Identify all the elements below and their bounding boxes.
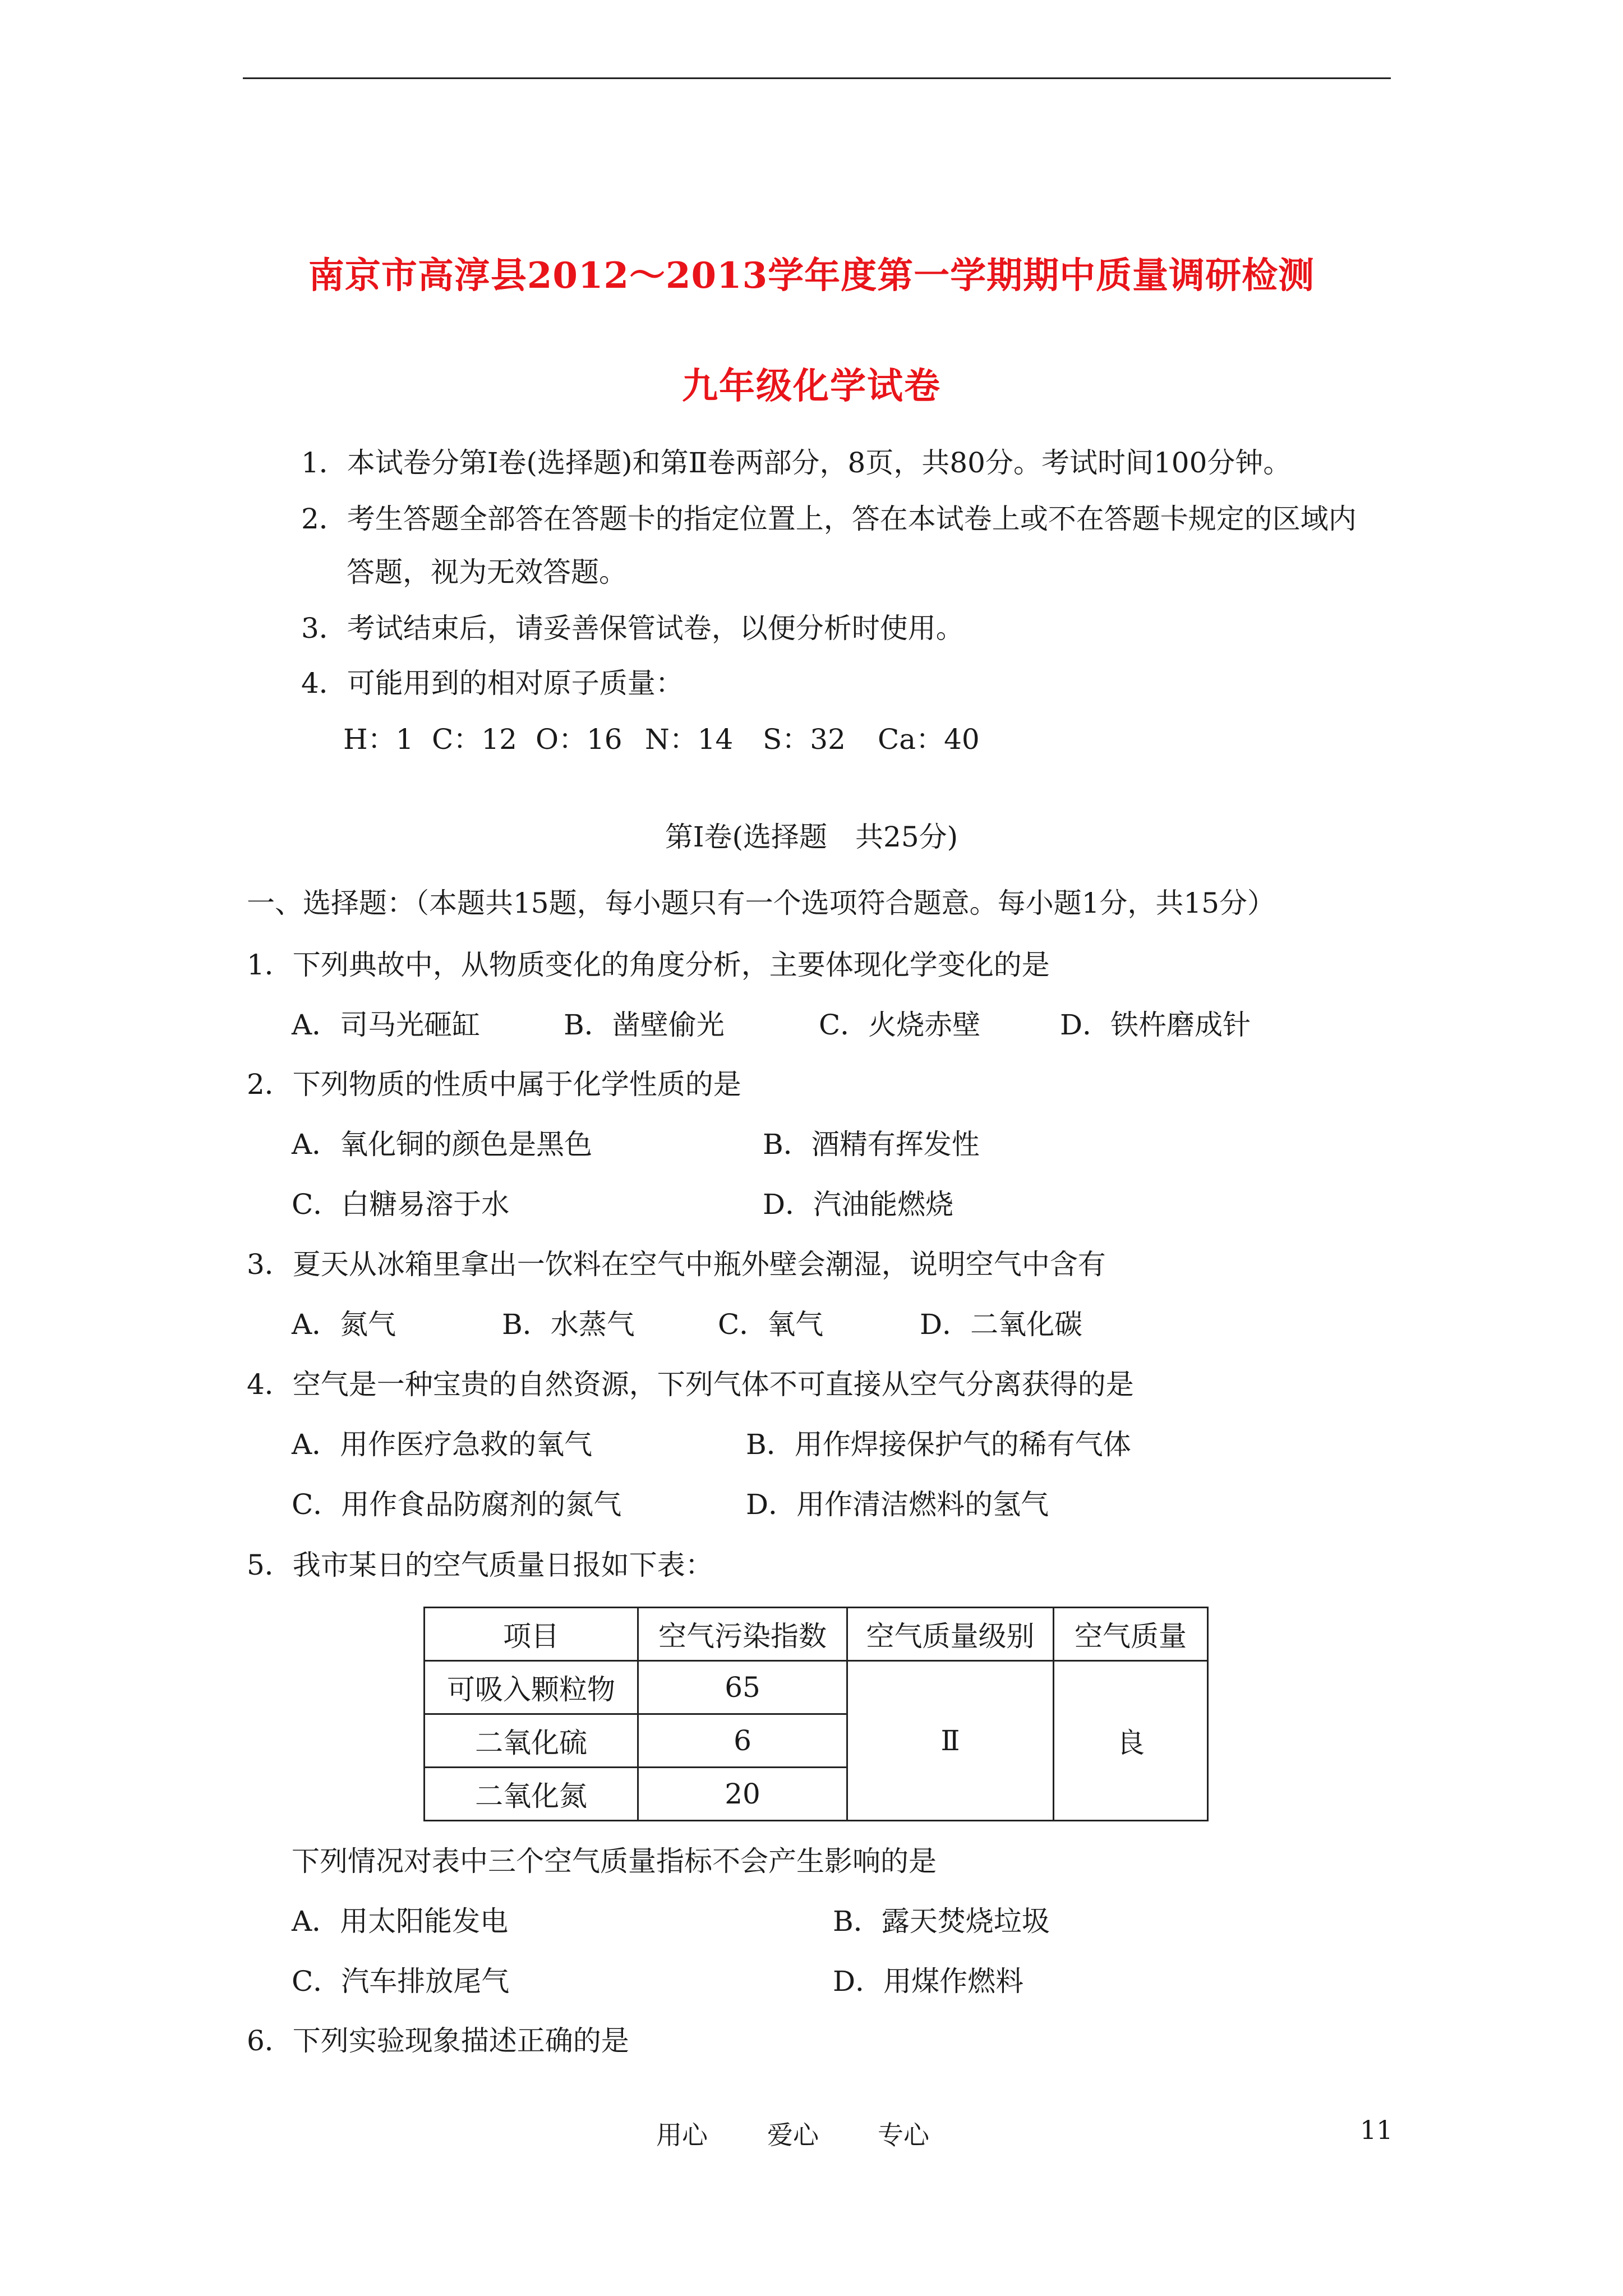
atomic-mass-n: N：14 <box>645 723 734 756</box>
question-5-sub-stem: 下列情况对表中三个空气质量指标不会产生影响的是 <box>292 1845 937 1878</box>
table-cell-item: 可吸入颗粒物 <box>425 1661 638 1714</box>
atomic-mass-h: H：1 <box>343 723 414 756</box>
question-4-stem: 4．空气是一种宝贵的自然资源，下列气体不可直接从空气分离获得的是 <box>247 1368 1134 1401</box>
table-header: 空气污染指数 <box>638 1608 847 1661</box>
table-cell-quality: 良 <box>1054 1661 1208 1821</box>
table-header-row <box>425 1608 1208 1661</box>
question-3-stem: 3．夏天从冰箱里拿出一饮料在空气中瓶外壁会潮湿，说明空气中含有 <box>247 1248 1106 1281</box>
question-4-option-d: D．用作清洁燃料的氢气 <box>746 1488 1049 1521</box>
table-row <box>425 1661 1208 1714</box>
question-2-option-d: D．汽油能燃烧 <box>763 1188 954 1221</box>
question-5-option-b: B．露天焚烧垃圾 <box>833 1905 1050 1938</box>
question-3-option-a: A．氮气 <box>292 1308 396 1341</box>
question-3-option-c: C．氧气 <box>718 1308 824 1341</box>
table-cell-item: 二氧化氮 <box>425 1768 638 1821</box>
atomic-mass-c: C：12 <box>432 723 517 756</box>
section1-heading: 一、选择题：（本题共15题，每小题只有一个选项符合题意。每小题1分，共15分） <box>247 887 1276 919</box>
table-header: 项目 <box>425 1608 638 1661</box>
footer-motto-3: 专心 <box>878 2120 929 2150</box>
table-cell-index: 65 <box>638 1661 847 1714</box>
question-3-option-d: D．二氧化碳 <box>920 1308 1083 1341</box>
question-5-stem: 5．我市某日的空气质量日报如下表： <box>247 1549 713 1581</box>
table-cell-level: Ⅱ <box>847 1661 1054 1821</box>
question-1-stem: 1．下列典故中，从物质变化的角度分析，主要体现化学变化的是 <box>247 949 1050 981</box>
question-6-stem: 6．下列实验现象描述正确的是 <box>247 2024 629 2057</box>
question-4-option-c: C．用作食品防腐剂的氮气 <box>292 1488 622 1521</box>
question-5-option-d: D．用煤作燃料 <box>833 1965 1024 1998</box>
table-cell-index: 20 <box>638 1768 847 1821</box>
instruction-1: 1．本试卷分第Ⅰ卷(选择题)和第Ⅱ卷两部分，8页，共80分。考试时间100分钟。 <box>301 447 1292 479</box>
atomic-mass-s: S：32 <box>763 723 846 756</box>
instruction-4: 4．可能用到的相对原子质量： <box>301 667 684 700</box>
question-5-option-c: C．汽车排放尾气 <box>292 1965 510 1998</box>
question-4-option-b: B．用作焊接保护气的稀有气体 <box>746 1428 1131 1461</box>
table-cell-index: 6 <box>638 1714 847 1768</box>
question-1-option-b: B．凿壁偷光 <box>564 1009 725 1041</box>
question-2-option-b: B．酒精有挥发性 <box>763 1128 980 1161</box>
footer-motto-2: 爱心 <box>767 2120 819 2150</box>
exam-subtitle: 九年级化学试卷 <box>682 365 941 407</box>
question-1-option-a: A．司马光砸缸 <box>292 1009 481 1041</box>
atomic-mass-ca: Ca：40 <box>878 723 980 756</box>
page-number: 11 <box>1360 2115 1393 2145</box>
question-1-option-c: C．火烧赤壁 <box>819 1009 981 1041</box>
table-header: 空气质量 <box>1054 1608 1208 1661</box>
table-header: 空气质量级别 <box>847 1608 1054 1661</box>
exam-title: 南京市高淳县2012～2013学年度第一学期期中质量调研检测 <box>308 255 1315 297</box>
question-5-option-a: A．用太阳能发电 <box>292 1905 509 1938</box>
instruction-3: 3．考试结束后，请妥善保管试卷，以便分析时使用。 <box>301 612 964 645</box>
instruction-2-cont: 答题，视为无效答题。 <box>347 556 627 588</box>
question-3-option-b: B．水蒸气 <box>502 1308 635 1341</box>
footer-motto-1: 用心 <box>656 2120 708 2150</box>
question-2-stem: 2．下列物质的性质中属于化学性质的是 <box>247 1068 741 1101</box>
question-1-option-d: D．铁杵磨成针 <box>1060 1009 1251 1041</box>
table-cell-item: 二氧化硫 <box>425 1714 638 1768</box>
question-2-option-c: C．白糖易溶于水 <box>292 1188 510 1221</box>
question-2-option-a: A．氧化铜的颜色是黑色 <box>292 1128 593 1161</box>
part1-heading: 第Ⅰ卷(选择题 共25分) <box>665 821 958 853</box>
header-rule <box>243 77 1391 79</box>
air-quality-table <box>423 1607 1209 1821</box>
atomic-mass-o: O：16 <box>536 723 623 756</box>
instruction-2: 2．考生答题全部答在答题卡的指定位置上，答在本试卷上或不在答题卡规定的区域内 <box>301 503 1357 535</box>
question-4-option-a: A．用作医疗急救的氧气 <box>292 1428 593 1461</box>
